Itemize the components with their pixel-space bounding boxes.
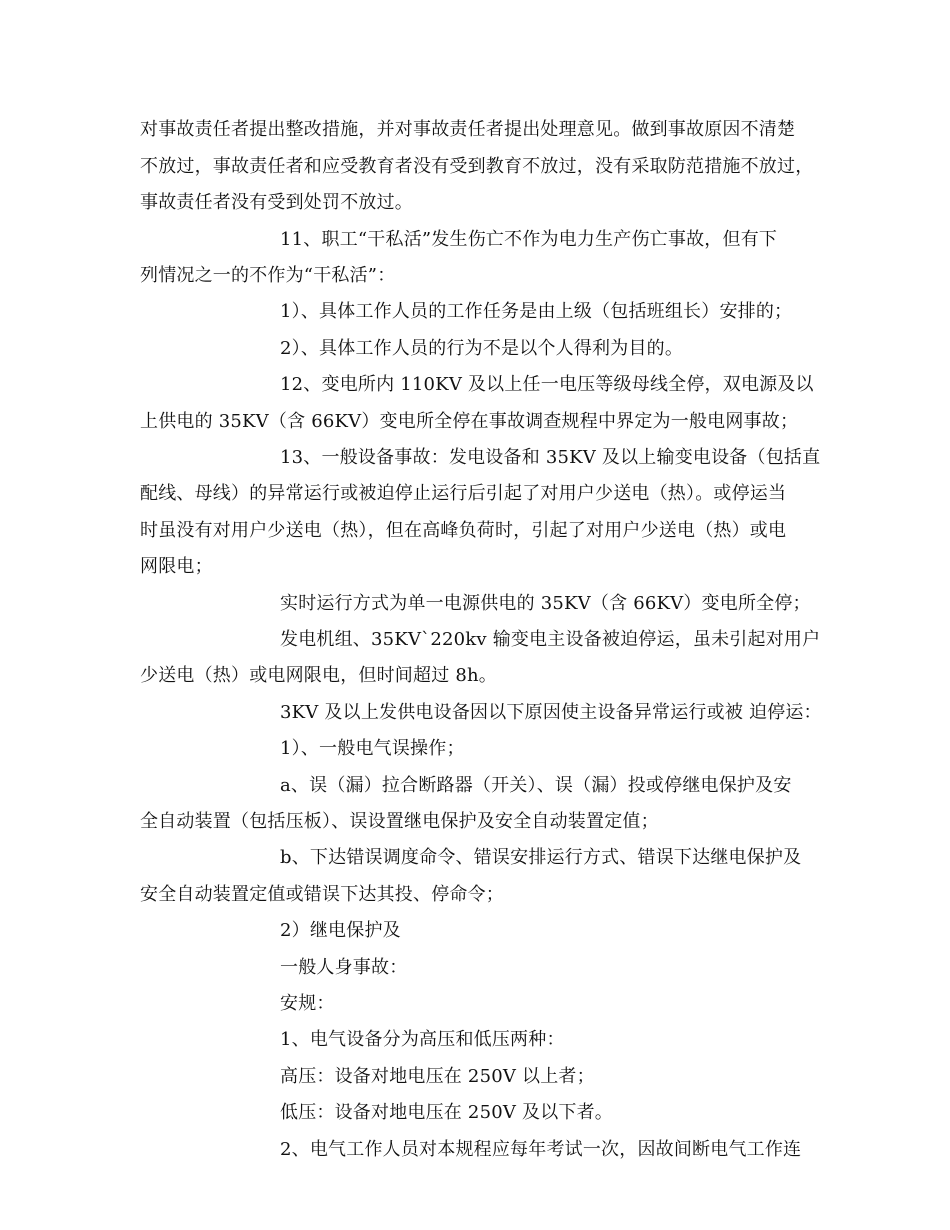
text-line: 少送电（热）或电网限电，但时间超过 8h。 bbox=[140, 665, 497, 686]
text-line: 1、电气设备分为高压和低压两种： bbox=[280, 1029, 565, 1050]
text-line: 上供电的 35KV（含 66KV）变电所全停在事故调查规程中界定为一般电网事故； bbox=[140, 411, 799, 432]
text-line: 12、变电所内 110KV 及以上任一电压等级母线全停，双电源及以 bbox=[280, 374, 814, 395]
text-line: a、误（漏）拉合断路器（开关）、误（漏）投或停继电保护及安 bbox=[280, 775, 792, 796]
text-line: 事故责任者没有受到处罚不放过。 bbox=[140, 192, 413, 213]
text-line: 网限电； bbox=[140, 556, 213, 577]
text-line: 13、一般设备事故：发电设备和 35KV 及以上输变电设备（包括直 bbox=[280, 447, 821, 468]
text-line: 全自动装置（包括压板）、误设置继电保护及安全自动装置定值； bbox=[140, 811, 659, 832]
text-line: 一般人身事故： bbox=[280, 957, 408, 978]
text-line: 安规： bbox=[280, 993, 335, 1014]
text-line: 实时运行方式为单一电源供电的 35KV（含 66KV）变电所全停； bbox=[280, 593, 811, 614]
text-line: 高压：设备对地电压在 250V 以上者； bbox=[280, 1066, 595, 1087]
text-line: 时虽没有对用户少送电（热），但在高峰负荷时，引起了对用户少送电（热）或电 bbox=[140, 520, 787, 541]
text-line: 2、电气工作人员对本规程应每年考试一次，因故间断电气工作连 bbox=[280, 1139, 802, 1160]
text-line: 2）继电保护及 bbox=[280, 920, 401, 941]
text-line: 低压：设备对地电压在 250V 及以下者。 bbox=[280, 1102, 613, 1123]
text-line: 3KV 及以上发供电设备因以下原因使主设备异常运行或被 迫停运： bbox=[280, 702, 822, 723]
text-line: 列情况之一的不作为“干私活”： bbox=[140, 265, 396, 286]
text-line: 安全自动装置定值或错误下达其投、停命令； bbox=[140, 884, 504, 905]
text-line: b、下达错误调度命令、错误安排运行方式、错误下达继电保护及 bbox=[280, 847, 802, 868]
text-line: 不放过，事故责任者和应受教育者没有受到教育不放过，没有采取防范措施不放过， bbox=[140, 156, 814, 177]
text-line: 配线、母线）的异常运行或被迫停止运行后引起了对用户少送电（热）。或停运当 bbox=[140, 483, 787, 504]
text-line: 1）、一般电气误操作； bbox=[280, 738, 465, 759]
text-line: 2）、具体工作人员的行为不是以个人得利为目的。 bbox=[280, 338, 684, 359]
text-line: 发电机组、35KV`220kv 输变电主设备被迫停运，虽未引起对用户 bbox=[280, 629, 821, 650]
text-line: 1）、具体工作人员的工作任务是由上级（包括班组长）安排的； bbox=[280, 301, 793, 322]
text-line: 11、职工“干私活”发生伤亡不作为电力生产伤亡事故，但有下 bbox=[280, 229, 778, 250]
text-line: 对事故责任者提出整改措施，并对事故责任者提出处理意见。做到事故原因不清楚 bbox=[140, 119, 796, 140]
